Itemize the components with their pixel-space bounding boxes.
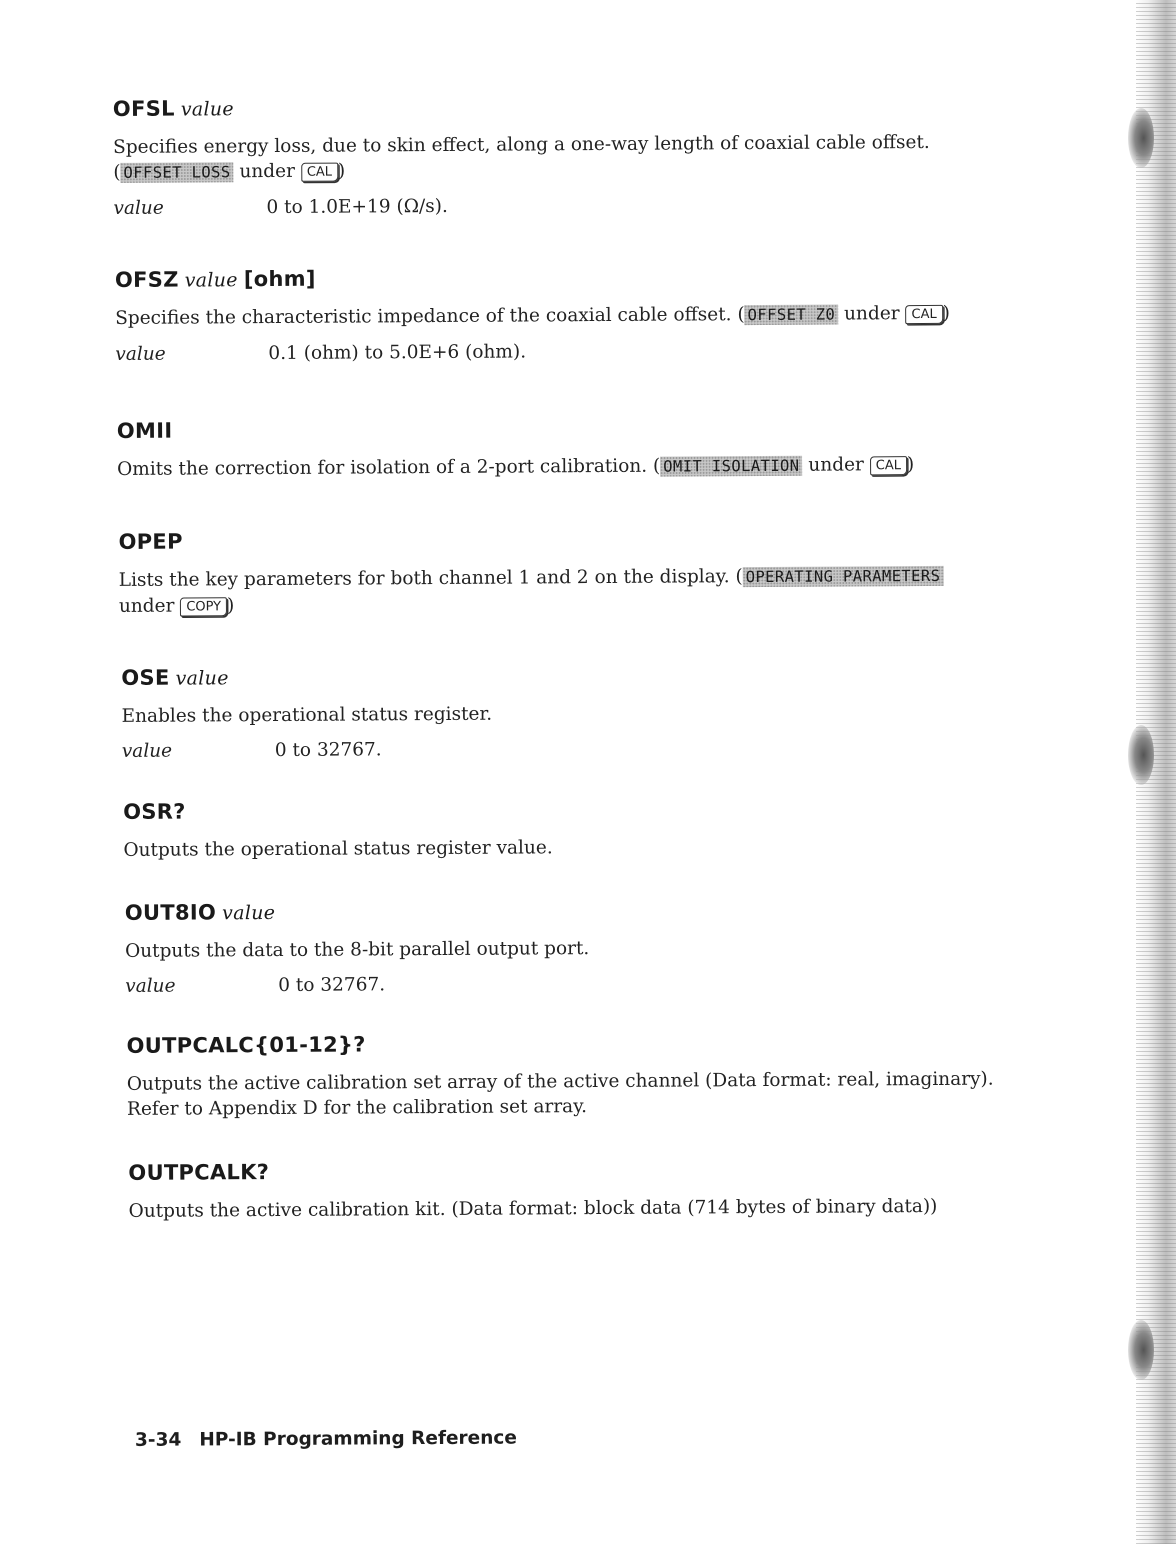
paren-close: ) [227, 595, 235, 617]
description-line: Refer to Appendix D for the calibration set array. [126, 1096, 588, 1120]
command-unit: [ohm] [243, 266, 316, 292]
softkey-omit-isolation: OMIT ISOLATION [660, 456, 802, 477]
command-description [129, 1194, 938, 1224]
entry-ofsl [113, 92, 930, 219]
description-line [119, 563, 944, 594]
description-text: Specifies the characteristic impedance of the coaxial cable offset. [115, 304, 732, 329]
value-range: 0 to 32767. [278, 974, 386, 996]
paren-close: ) [337, 160, 346, 182]
command-name: OPEP [118, 529, 183, 554]
hardkey-copy: COPY [180, 597, 227, 616]
command-heading [128, 1156, 937, 1185]
command-heading [121, 664, 492, 690]
command-heading [115, 263, 950, 292]
description-line [113, 155, 930, 186]
command-description [127, 1067, 994, 1122]
value-range: 0.1 (ohm) to 5.0E+6 (ohm). [268, 341, 527, 365]
value-label: value [115, 343, 166, 365]
value-label: value [121, 740, 173, 762]
binder-hole-top [1128, 108, 1154, 168]
command-description [122, 702, 493, 729]
command-heading [118, 525, 943, 554]
paren-open: ( [735, 566, 743, 588]
entry-ofsz [115, 263, 950, 365]
value-range: 0 to 1.0E+19 (Ω/s). [266, 195, 448, 219]
description-line: Specifies energy loss, due to skin effect, along a one-way length of coaxial cable offset. [113, 131, 930, 158]
command-heading [117, 414, 914, 443]
paren-close: ) [942, 302, 950, 324]
command-heading [127, 1029, 994, 1058]
command-description [125, 936, 589, 964]
under-text: under [118, 595, 175, 617]
hardkey-cal: CAL [870, 456, 907, 475]
command-name: OUTPCALC{01-12}? [126, 1032, 366, 1058]
value-label: value [125, 975, 176, 997]
command-arg: value [175, 667, 229, 690]
value-row [122, 739, 493, 762]
description-text: Lists the key parameters for both channel 1 and 2 on the display. [118, 566, 730, 591]
description-text: Omits the correction for isolation of a 2-port calibration. [117, 455, 648, 480]
softkey-offset-z0: OFFSET Z0 [745, 305, 839, 326]
value-label: value [113, 197, 164, 219]
entry-out8io [125, 898, 590, 997]
value-range: 0 to 32767. [274, 739, 382, 761]
under-text: under [239, 160, 295, 183]
entry-osr [123, 797, 553, 863]
entry-outpcalk [128, 1156, 937, 1224]
command-name: OSR? [123, 799, 186, 824]
description-text: Outputs the data to the 8-bit parallel output port. [124, 938, 590, 962]
binder-hole-middle [1128, 725, 1154, 785]
paren-open: ( [652, 455, 661, 477]
under-text: under [808, 454, 864, 476]
page-footer [135, 1428, 517, 1451]
paren-close: ) [906, 454, 915, 476]
value-row [125, 973, 589, 997]
description-text: Outputs the active calibration kit. (Data format: block data (714 bytes of binary data)) [128, 1195, 938, 1222]
page-number: 3-34 [134, 1429, 182, 1451]
description-text: Outputs the operational status register value. [123, 837, 553, 861]
command-description [113, 130, 930, 186]
entry-omii [117, 414, 914, 483]
hardkey-cal: CAL [301, 163, 338, 182]
description-line: Outputs the active calibration set array of the active channel (Data format: real, imaginary). [126, 1068, 994, 1095]
command-name: OMII [116, 418, 173, 443]
command-arg: value [180, 98, 234, 121]
paren-open: ( [737, 304, 745, 326]
softkey-operating-parameters: OPERATING PARAMETERS [743, 566, 944, 587]
command-description [117, 452, 914, 483]
hardkey-cal: CAL [905, 305, 942, 324]
command-heading [113, 92, 930, 121]
command-name: OFSL [112, 96, 175, 121]
softkey-offset-loss: OFFSET LOSS [120, 162, 233, 183]
under-text: under [844, 303, 900, 325]
command-name: OFSZ [114, 267, 179, 292]
command-name: OSE [121, 665, 170, 690]
command-heading [123, 797, 552, 824]
entry-ose [121, 664, 492, 762]
command-description [123, 835, 552, 863]
footer-title: HP-IB Programming Reference [199, 1427, 517, 1451]
entry-opep [118, 525, 943, 619]
command-name: OUTPCALK? [128, 1160, 270, 1185]
command-arg: value [184, 269, 238, 292]
command-description [115, 301, 950, 332]
entry-outpcalc [127, 1029, 994, 1122]
command-description [119, 563, 944, 619]
description-text: Enables the operational status register. [121, 703, 493, 727]
value-row [115, 339, 950, 365]
paren-open: ( [113, 161, 121, 183]
command-heading [125, 898, 589, 925]
binder-hole-bottom [1128, 1320, 1154, 1380]
command-arg: value [222, 901, 276, 925]
value-row [113, 193, 930, 219]
description-line [119, 589, 944, 619]
command-name: OUT8IO [124, 900, 217, 925]
